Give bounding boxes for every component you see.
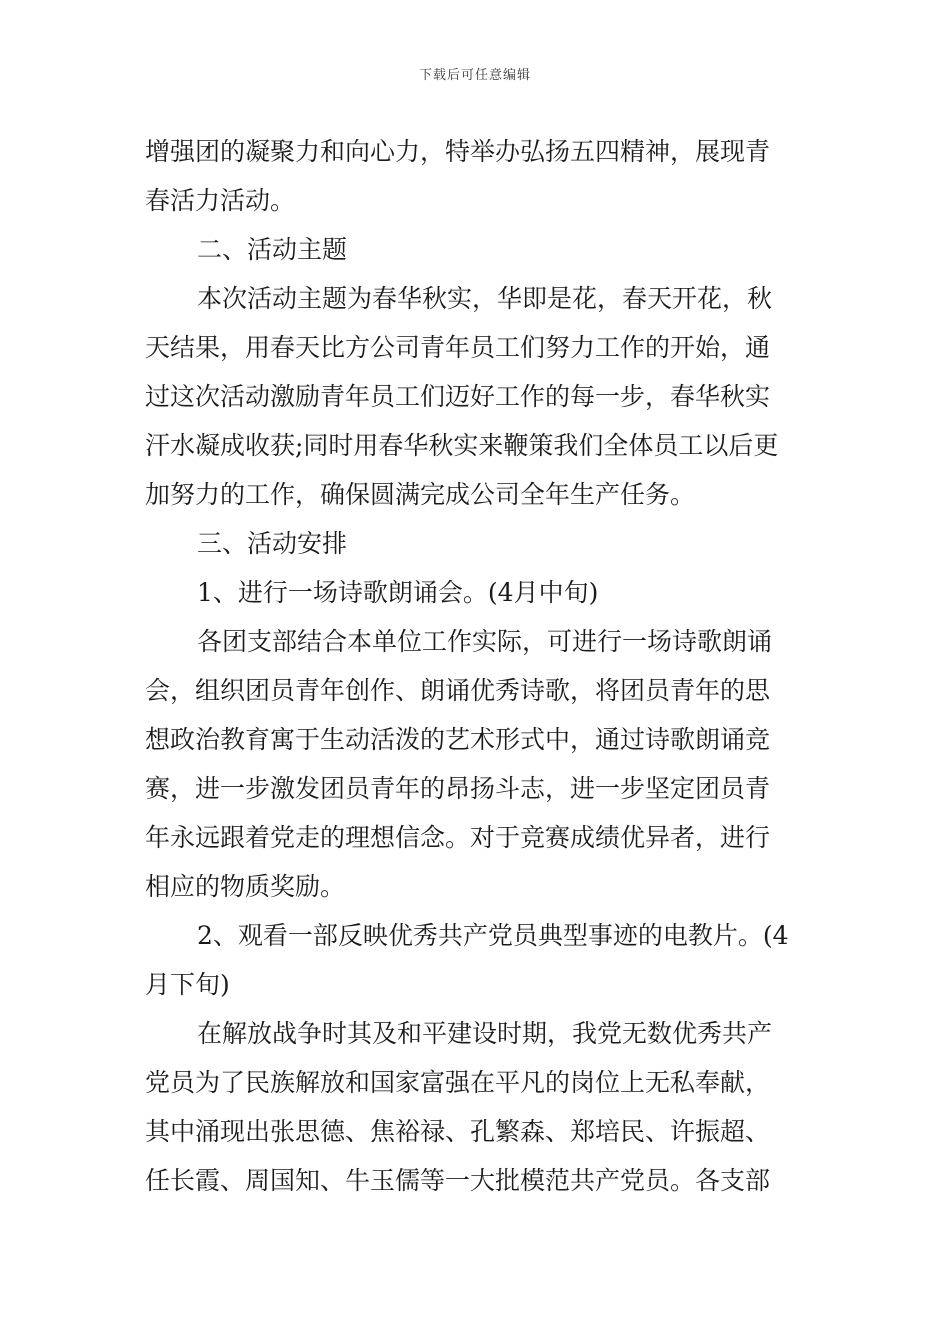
text-line: 年永远跟着党走的理想信念。对于竞赛成绩优异者，进行 [145,823,771,852]
text-line: 各团支部结合本单位工作实际，可进行一场诗歌朗诵 [197,627,773,656]
text-line: 赛，进一步激发团员青年的昂扬斗志，进一步坚定团员青 [145,774,771,803]
text-line: 相应的物质奖励。 [145,872,346,901]
section-heading: 二、活动主题 [197,235,348,264]
document-body [145,127,807,1205]
text-line: 任长霞、周国知、牛玉儒等一大批模范共产党员。各支部 [145,1166,771,1195]
list-item-heading: 2、观看一部反映优秀共产党员典型事迹的电教片。(4 [197,921,789,950]
text-line: 汗水凝成收获;同时用春华秋实来鞭策我们全体员工以后更 [145,431,779,460]
text-line: 春活力活动。 [145,186,296,215]
text-line: 过这次活动激励青年员工们迈好工作的每一步，春华秋实 [145,382,771,411]
text-line: 会，组织团员青年创作、朗诵优秀诗歌，将团员青年的思 [145,676,771,705]
text-line: 增强团的凝聚力和向心力，特举办弘扬五四精神，展现青 [145,137,771,166]
section-heading: 三、活动安排 [197,529,348,558]
text-line: 党员为了民族解放和国家富强在平凡的岗位上无私奉献， [145,1068,771,1097]
text-line: 月下旬) [145,970,230,999]
text-line: 本次活动主题为春华秋实，华即是花，春天开花，秋 [197,284,773,313]
text-line: 天结果，用春天比方公司青年员工们努力工作的开始，通 [145,333,771,362]
list-item-heading: 1、进行一场诗歌朗诵会。(4月中旬) [197,578,599,607]
text-line: 其中涌现出张思德、焦裕禄、孔繁森、郑培民、许振超、 [145,1117,771,1146]
page-header: 下载后可任意编辑 [418,68,531,83]
text-line: 想政治教育寓于生动活泼的艺术形式中，通过诗歌朗诵竞 [145,725,771,754]
text-line: 加努力的工作，确保圆满完成公司全年生产任务。 [145,480,696,509]
text-line: 在解放战争时其及和平建设时期，我党无数优秀共产 [197,1019,773,1048]
